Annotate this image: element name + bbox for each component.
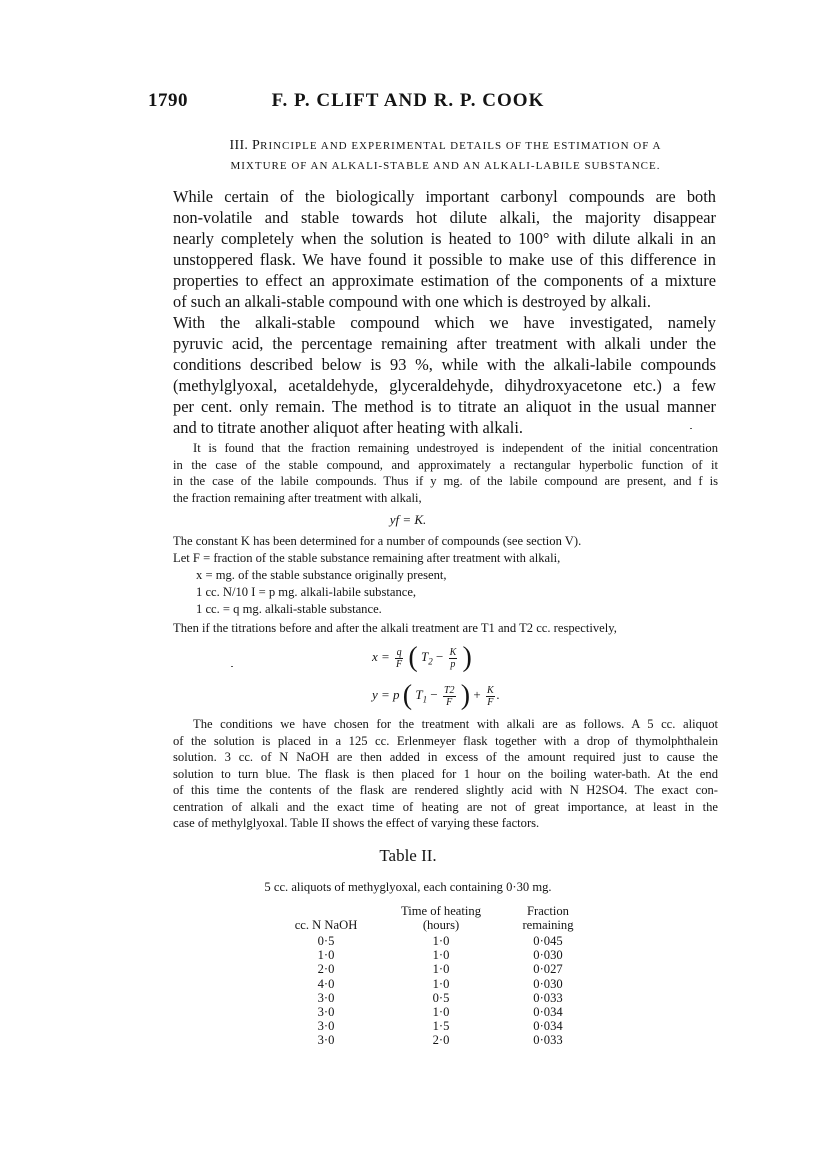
table-cell: 0·5 <box>317 934 335 948</box>
equation-yf-k: yf = K. <box>389 512 427 527</box>
section-heading-initial: P <box>252 138 261 153</box>
paragraph-line: of such an alkali-stable compound with one which is destroyed by alkali. <box>173 292 651 311</box>
open-parenthesis: ( <box>402 680 413 711</box>
fraction-numerator: T2 <box>443 684 455 696</box>
paragraph-line: in the case of the labile compounds. Thus if y mg. of the labile compound are present, and f is <box>173 474 718 488</box>
table-cell: 0·033 <box>533 990 563 1005</box>
paragraph-line: While certain of the biologically important carbonyl compounds are both <box>173 187 716 206</box>
paragraph-line: properties to effect an approximate estimation of the components of a mixture <box>173 271 716 290</box>
section-numeral: III. <box>229 138 249 153</box>
constant-k-line: The constant K has been determined for a number of compounds (see section V). <box>173 534 582 548</box>
close-parenthesis: ) <box>462 642 472 673</box>
table-cell: 1·5 <box>432 1019 450 1034</box>
fraction-numerator: K <box>486 684 494 696</box>
paragraph-1 <box>173 186 716 312</box>
table-cell: 0·034 <box>533 1005 563 1020</box>
paragraph-line: non-volatile and stable towards hot dilute alkali, the majority disappear <box>173 208 716 227</box>
fraction-denominator: F <box>446 696 453 708</box>
paragraph-line: conditions described below is 93 %, while with the alkali-labile compounds <box>173 355 716 374</box>
paragraph-line: of the solution is placed in a 125 cc. Erlenmeyer flask together with a drop of thymolphthalein <box>173 733 718 748</box>
formula-subscript: 1 <box>422 694 428 705</box>
paragraph-line: The conditions we have chosen for the treatment with alkali are as follows. A 5 cc. aliquot <box>193 717 718 731</box>
paragraph-line: case of methylglyoxal. Table II shows the effect of varying these factors. <box>173 816 540 830</box>
define-x-line: x = mg. of the stable substance originally present, <box>196 568 447 582</box>
paragraph-line: pyruvic acid, the percentage remaining after treatment with alkali under the <box>173 334 716 353</box>
table-header-row <box>272 904 594 934</box>
plus-sign: + <box>473 686 481 702</box>
table-cell: 0·030 <box>533 948 563 963</box>
table-cell: 3·0 <box>317 990 335 1005</box>
table-cell: 1·0 <box>432 948 450 963</box>
table-cell: 2·0 <box>317 962 335 977</box>
table-row <box>272 934 594 948</box>
column-header-naoh: cc. N NaOH <box>294 918 358 932</box>
column-header-fraction: Fraction remaining <box>522 904 574 932</box>
formula-t: T <box>415 686 423 702</box>
formula-period: . <box>496 686 500 702</box>
page-number: 1790 <box>148 90 188 111</box>
paragraph-line: solution. 3 cc. of N NaOH are then added in excess of the amount required just to cause the <box>173 750 718 764</box>
paragraph-line: per cent. only remain. The method is to titrate an aliquot in the usual manner <box>173 397 716 416</box>
stray-mark <box>690 428 692 429</box>
paragraph-line: (methylglyoxal, acetaldehyde, glyceraldehyde, dihydroxyacetone etc.) a few <box>173 376 716 395</box>
formula-y-lhs: y = p <box>372 686 400 702</box>
column-header-time: Time of heating (hours) <box>401 904 481 932</box>
table-cell: 0·033 <box>533 1033 563 1048</box>
minus-sign: − <box>430 686 438 702</box>
fraction-t2-over-f <box>443 685 456 708</box>
table-cell: 1·0 <box>317 948 335 963</box>
table-cell: 1·0 <box>432 976 450 991</box>
fraction-denominator: F <box>487 696 494 708</box>
section-heading-line2: MIXTURE OF AN ALKALI-STABLE AND AN ALKALI-LABILE SUBSTANCE. <box>230 160 661 172</box>
table-cell: 0·5 <box>432 990 450 1005</box>
table-cell: 0·030 <box>533 976 563 991</box>
paragraph-line: unstoppered flask. We have found it possible to make use of this difference in <box>173 250 716 269</box>
table-row <box>272 991 594 1005</box>
table-cell: 1·0 <box>432 934 450 948</box>
table-row <box>272 1019 594 1033</box>
fraction-k-over-f <box>486 685 495 708</box>
paragraph-line: in the case of the stable compound, and approximately a rectangular hyperbolic function of it <box>173 457 718 472</box>
formula-subscript: 2 <box>428 656 433 667</box>
fraction-numerator: q <box>396 646 402 658</box>
table-row <box>272 1005 594 1019</box>
minus-sign: − <box>435 648 444 664</box>
paragraph-line: the fraction remaining after treatment with alkali, <box>173 490 422 505</box>
table-row <box>272 1033 594 1047</box>
running-head: F. P. CLIFT AND R. P. COOK <box>271 90 545 111</box>
table-cell: 2·0 <box>432 1033 450 1048</box>
table-cell: 3·0 <box>317 1005 335 1020</box>
table-cell: 1·0 <box>432 962 450 977</box>
stray-mark <box>231 666 233 667</box>
table-cell: 3·0 <box>317 1019 335 1034</box>
fraction-q-over-f <box>395 647 403 670</box>
formula-y <box>372 680 500 712</box>
table-row <box>272 948 594 962</box>
let-f-line: Let F = fraction of the stable substance remaining after treatment with alkali, <box>173 551 561 565</box>
table-cell: 0·045 <box>533 934 563 948</box>
table-cell: 3·0 <box>317 1033 335 1048</box>
fraction-denominator: F <box>396 658 403 670</box>
table-row <box>272 962 594 976</box>
paragraph-line: With the alkali-stable compound which we have investigated, namely <box>173 313 716 332</box>
section-heading <box>173 136 718 176</box>
table-cell: 0·027 <box>533 962 563 977</box>
close-parenthesis: ) <box>460 680 471 711</box>
formula-x-lhs: x = <box>372 648 390 664</box>
formula-t: T <box>420 648 429 664</box>
paragraph-line: It is found that the fraction remaining undestroyed is independent of the initial concentration <box>193 441 718 455</box>
paragraph-line: of this time the contents of the flask are rendered slightly acid with N H2SO4. The exact con- <box>173 783 718 797</box>
table-cell: 4·0 <box>317 976 335 991</box>
define-q-line: 1 cc. = q mg. alkali-stable substance. <box>196 602 382 616</box>
table-caption: 5 cc. aliquots of methyglyoxal, each containing 0·30 mg. <box>264 880 552 894</box>
paragraph-3 <box>173 440 718 506</box>
paragraph-line: nearly completely when the solution is heated to 100° with dilute alkali in an <box>173 229 716 248</box>
table-title: Table II. <box>379 846 437 865</box>
table-cell: 1·0 <box>432 1005 450 1020</box>
paragraph-2 <box>173 312 716 438</box>
paragraph-line: solution to turn blue. The flask is then placed for 1 hour on the boiling water-bath. At the end <box>173 766 718 781</box>
fraction-denominator: p <box>450 658 456 670</box>
formula-x <box>372 642 472 674</box>
paragraph-4 <box>173 716 718 832</box>
paragraph-line: and to titrate another aliquot after heating with alkali. <box>173 418 523 437</box>
table-row <box>272 977 594 991</box>
titrations-line: Then if the titrations before and after the alkali treatment are T1 and T2 cc. respectively, <box>173 621 617 635</box>
table-cell: 0·034 <box>533 1019 563 1034</box>
fraction-k-over-p <box>449 647 458 670</box>
paragraph-line: centration of alkali and the exact time of heating are not of great importance, at least in the <box>173 799 718 814</box>
define-p-line: 1 cc. N/10 I = p mg. alkali-labile substance, <box>196 585 417 599</box>
section-heading-line1: RINCIPLE AND EXPERIMENTAL DETAILS OF THE ESTIMATION OF A <box>260 140 662 152</box>
fraction-numerator: K <box>449 646 457 658</box>
data-table <box>272 904 594 1048</box>
open-parenthesis: ( <box>408 642 418 673</box>
